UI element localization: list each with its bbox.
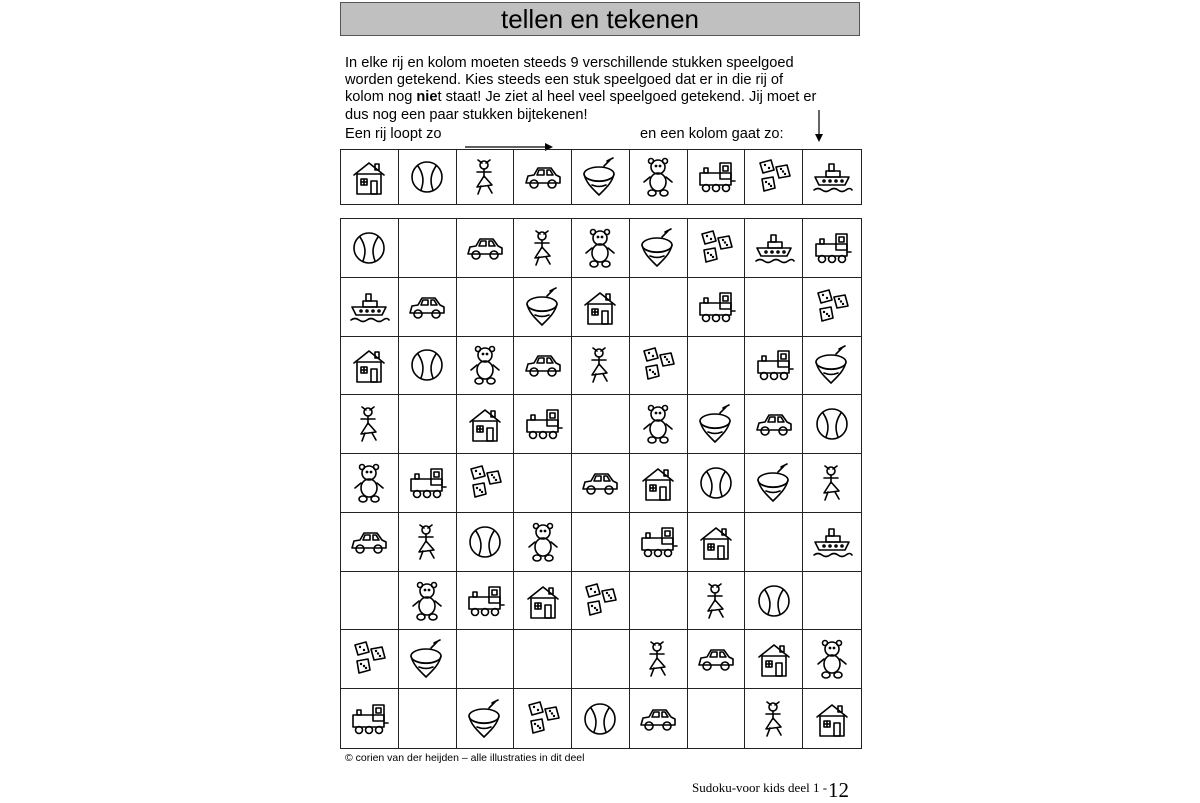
grid-cell-boat — [803, 513, 861, 572]
bear-icon — [636, 155, 680, 199]
train-icon — [463, 579, 507, 623]
boat-icon — [810, 520, 854, 564]
copyright-credit: © corien van der heijden – alle illustraties in dit deel — [345, 752, 585, 764]
boat-icon — [810, 155, 854, 199]
top-icon — [578, 155, 622, 199]
grid-cell-doll — [572, 337, 630, 396]
top-icon — [636, 226, 680, 270]
empty-cell[interactable] — [399, 219, 457, 278]
house-icon — [810, 697, 854, 741]
empty-cell[interactable] — [341, 572, 399, 631]
dice-icon — [347, 637, 391, 681]
doll-icon — [521, 226, 565, 270]
instruction-line: worden getekend. Kies steeds een stuk speelgoed dat er in die rij of — [345, 72, 784, 89]
instruction-line: dus nog een paar stukken bijtekenen! — [345, 106, 588, 123]
grid-cell-doll — [745, 689, 803, 748]
car-icon — [463, 226, 507, 270]
instructions — [345, 55, 865, 124]
empty-cell[interactable] — [630, 572, 688, 631]
grid-cell-house — [572, 278, 630, 337]
grid-cell-house — [688, 513, 746, 572]
empty-cell[interactable] — [457, 278, 515, 337]
instruction-line: In elke rij en kolom moeten steeds 9 verschillende stukken speelgoed — [345, 55, 794, 71]
grid-cell-house — [630, 454, 688, 513]
column-hint: en een kolom gaat zo: — [640, 126, 784, 142]
empty-cell[interactable] — [745, 278, 803, 337]
house-icon — [578, 285, 622, 329]
grid-cell-train — [688, 150, 746, 204]
house-icon — [521, 579, 565, 623]
grid-cell-house — [341, 150, 399, 204]
doll-icon — [405, 520, 449, 564]
grid-cell-car — [341, 513, 399, 572]
bear-icon — [521, 520, 565, 564]
bear-icon — [405, 579, 449, 623]
grid-cell-ball — [572, 689, 630, 748]
empty-cell[interactable] — [514, 630, 572, 689]
train-icon — [405, 461, 449, 505]
down-arrow-icon — [814, 110, 824, 142]
doll-icon — [636, 637, 680, 681]
grid-cell-dice — [572, 572, 630, 631]
car-icon — [578, 461, 622, 505]
grid-cell-train — [514, 395, 572, 454]
ball-icon — [347, 226, 391, 270]
grid-cell-bear — [399, 572, 457, 631]
house-icon — [347, 343, 391, 387]
grid-cell-dice — [630, 337, 688, 396]
grid-cell-train — [341, 689, 399, 748]
grid-cell-bear — [803, 630, 861, 689]
car-icon — [347, 520, 391, 564]
grid-cell-house — [803, 689, 861, 748]
top-icon — [521, 285, 565, 329]
row-hint: Een rij loopt zo — [345, 126, 442, 142]
empty-cell[interactable] — [399, 395, 457, 454]
car-icon — [405, 285, 449, 329]
car-icon — [694, 637, 738, 681]
car-icon — [521, 343, 565, 387]
grid-cell-boat — [341, 278, 399, 337]
train-icon — [636, 520, 680, 564]
grid-cell-train — [688, 278, 746, 337]
dice-icon — [694, 226, 738, 270]
grid-cell-dice — [341, 630, 399, 689]
boat-icon — [752, 226, 796, 270]
dice-icon — [810, 285, 854, 329]
grid-cell-doll — [688, 572, 746, 631]
grid-cell-house — [341, 337, 399, 396]
grid-cell-top — [457, 689, 515, 748]
book-title: Sudoku-voor kids deel 1 - — [692, 780, 828, 795]
reference-strip — [340, 149, 862, 205]
doll-icon — [578, 343, 622, 387]
empty-cell[interactable] — [514, 454, 572, 513]
ball-icon — [578, 697, 622, 741]
grid-cell-bear — [514, 513, 572, 572]
empty-cell[interactable] — [688, 689, 746, 748]
grid-cell-car — [630, 689, 688, 748]
grid-cell-ball — [688, 454, 746, 513]
grid-cell-ball — [341, 219, 399, 278]
dice-icon — [752, 155, 796, 199]
empty-cell[interactable] — [688, 337, 746, 396]
grid-cell-boat — [803, 150, 861, 204]
grid-cell-boat — [745, 219, 803, 278]
emphasis: nie — [416, 89, 438, 106]
train-icon — [521, 402, 565, 446]
grid-cell-top — [572, 150, 630, 204]
car-icon — [636, 697, 680, 741]
grid-cell-top — [514, 278, 572, 337]
house-icon — [694, 520, 738, 564]
bear-icon — [347, 461, 391, 505]
ball-icon — [810, 402, 854, 446]
grid-cell-car — [688, 630, 746, 689]
dice-icon — [578, 579, 622, 623]
empty-cell[interactable] — [803, 572, 861, 631]
grid-cell-car — [399, 278, 457, 337]
instruction-line: kolom nog niet staat! Je ziet al heel veel speelgoed getekend. Jij moet er — [345, 89, 817, 106]
empty-cell[interactable] — [630, 278, 688, 337]
train-icon — [347, 697, 391, 741]
empty-cell[interactable] — [572, 395, 630, 454]
grid-cell-doll — [514, 219, 572, 278]
grid-cell-house — [514, 572, 572, 631]
dice-icon — [521, 697, 565, 741]
bear-icon — [636, 402, 680, 446]
train-icon — [694, 155, 738, 199]
grid-cell-dice — [514, 689, 572, 748]
grid-cell-top — [399, 630, 457, 689]
car-icon — [521, 155, 565, 199]
empty-cell[interactable] — [457, 630, 515, 689]
grid-cell-car — [514, 150, 572, 204]
bear-icon — [578, 226, 622, 270]
empty-cell[interactable] — [572, 513, 630, 572]
page-number: 12 — [828, 778, 849, 802]
train-icon — [810, 226, 854, 270]
empty-cell[interactable] — [572, 630, 630, 689]
car-icon — [752, 402, 796, 446]
doll-icon — [347, 402, 391, 446]
grid-cell-ball — [399, 150, 457, 204]
page-title: tellen en tekenen — [340, 2, 860, 36]
ball-icon — [694, 461, 738, 505]
ball-icon — [405, 155, 449, 199]
sudoku-grid — [340, 218, 862, 749]
grid-cell-train — [399, 454, 457, 513]
grid-cell-dice — [803, 278, 861, 337]
ball-icon — [463, 520, 507, 564]
doll-icon — [810, 461, 854, 505]
grid-cell-bear — [341, 454, 399, 513]
grid-cell-car — [514, 337, 572, 396]
grid-cell-train — [457, 572, 515, 631]
empty-cell[interactable] — [399, 689, 457, 748]
house-icon — [752, 637, 796, 681]
grid-cell-top — [688, 395, 746, 454]
grid-cell-bear — [572, 219, 630, 278]
top-icon — [405, 637, 449, 681]
house-icon — [347, 155, 391, 199]
grid-cell-dice — [745, 150, 803, 204]
grid-cell-top — [745, 454, 803, 513]
train-icon — [694, 285, 738, 329]
grid-cell-bear — [457, 337, 515, 396]
grid-cell-car — [572, 454, 630, 513]
top-icon — [694, 402, 738, 446]
grid-cell-doll — [341, 395, 399, 454]
grid-cell-car — [457, 219, 515, 278]
dice-icon — [636, 343, 680, 387]
top-icon — [752, 461, 796, 505]
train-icon — [752, 343, 796, 387]
top-icon — [463, 697, 507, 741]
direction-hints — [345, 126, 865, 146]
grid-cell-ball — [457, 513, 515, 572]
grid-cell-doll — [399, 513, 457, 572]
grid-cell-doll — [630, 630, 688, 689]
top-icon — [810, 343, 854, 387]
grid-cell-ball — [745, 572, 803, 631]
grid-cell-train — [803, 219, 861, 278]
bear-icon — [810, 637, 854, 681]
grid-cell-doll — [457, 150, 515, 204]
grid-cell-ball — [803, 395, 861, 454]
grid-cell-bear — [630, 395, 688, 454]
doll-icon — [463, 155, 507, 199]
doll-icon — [752, 697, 796, 741]
grid-cell-house — [745, 630, 803, 689]
grid-cell-car — [745, 395, 803, 454]
grid-cell-dice — [457, 454, 515, 513]
ball-icon — [752, 579, 796, 623]
grid-cell-bear — [630, 150, 688, 204]
grid-cell-train — [630, 513, 688, 572]
bear-icon — [463, 343, 507, 387]
grid-cell-dice — [688, 219, 746, 278]
grid-cell-top — [803, 337, 861, 396]
grid-cell-train — [745, 337, 803, 396]
grid-cell-doll — [803, 454, 861, 513]
grid-cell-house — [457, 395, 515, 454]
ball-icon — [405, 343, 449, 387]
doll-icon — [694, 579, 738, 623]
boat-icon — [347, 285, 391, 329]
grid-cell-ball — [399, 337, 457, 396]
empty-cell[interactable] — [745, 513, 803, 572]
dice-icon — [463, 461, 507, 505]
grid-cell-top — [630, 219, 688, 278]
house-icon — [636, 461, 680, 505]
house-icon — [463, 402, 507, 446]
